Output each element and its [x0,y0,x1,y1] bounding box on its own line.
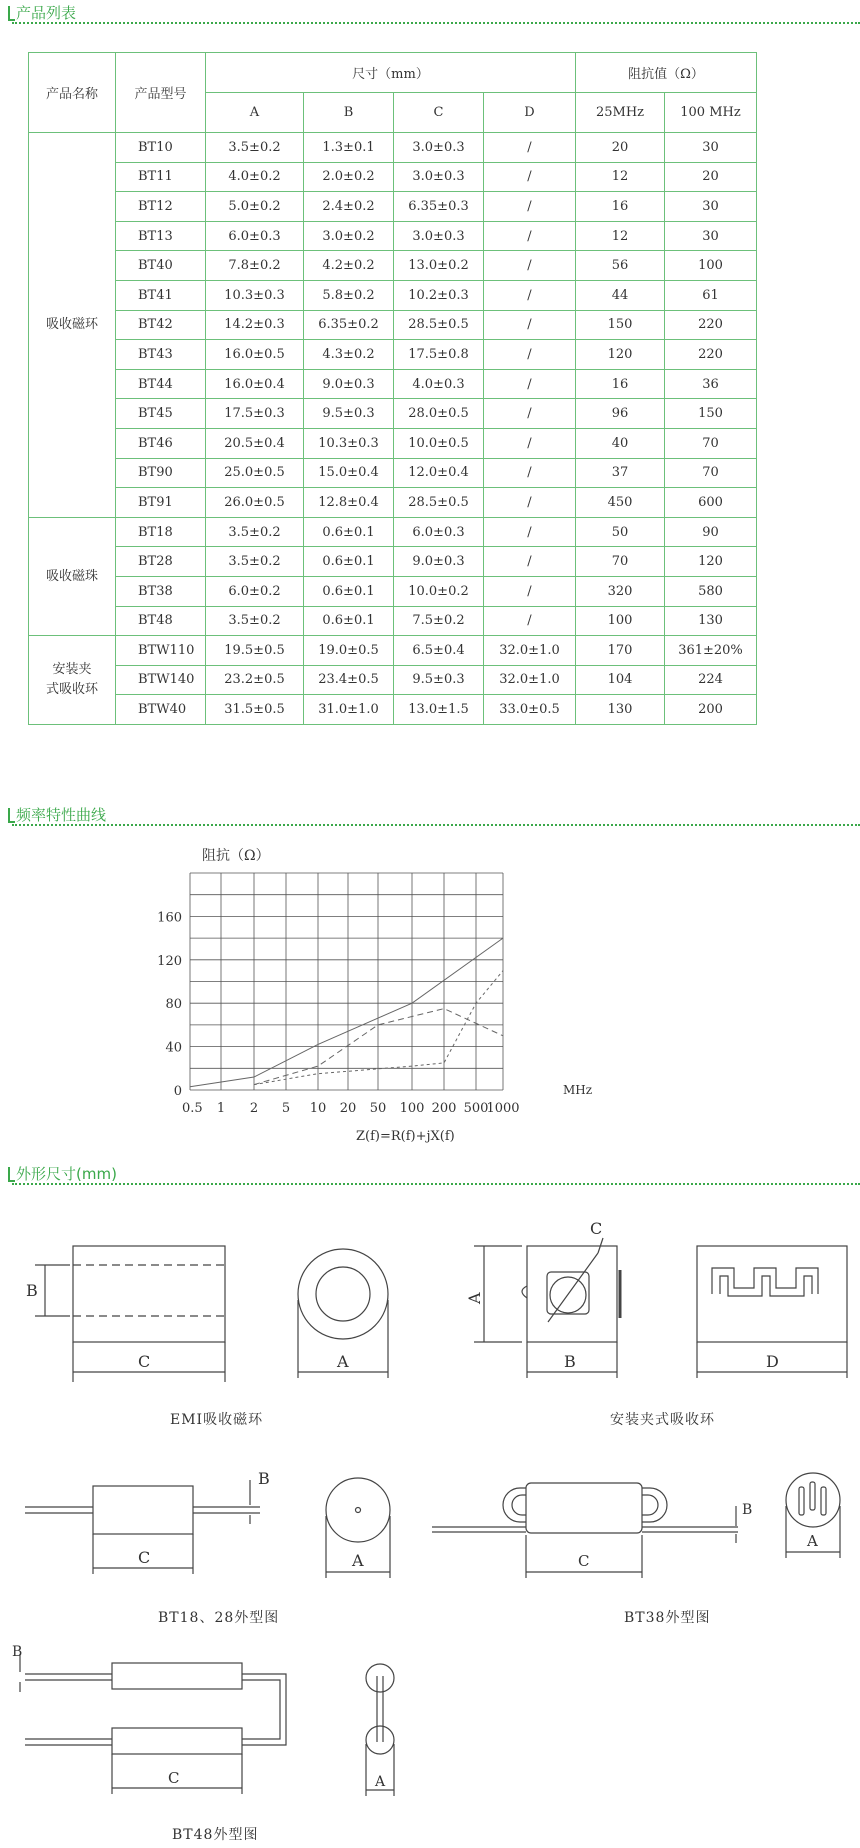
value-cell: / [484,488,576,518]
value-cell: 2.4±0.2 [304,192,394,222]
value-cell: / [484,340,576,370]
caption-emi: EMI吸收磁环 [170,1412,264,1428]
emi-label-c: C [138,1352,151,1371]
value-cell: 16.0±0.4 [206,369,304,399]
value-cell: / [484,428,576,458]
header-product-model: 产品型号 [116,53,206,133]
value-cell: 37 [576,458,665,488]
table-row [29,399,757,429]
value-cell: 44 [576,280,665,310]
model-cell: BT41 [116,280,206,310]
value-cell: 3.5±0.2 [206,133,304,163]
header-col-25mhz: 25MHz [576,93,665,133]
bt1828-label-c: C [138,1548,151,1567]
table-row [29,606,757,636]
product-name-cell: 吸收磁珠 [29,517,116,635]
value-cell: 17.5±0.3 [206,399,304,429]
value-cell: 3.5±0.2 [206,517,304,547]
value-cell: 19.5±0.5 [206,636,304,666]
value-cell: 16 [576,369,665,399]
value-cell: / [484,517,576,547]
table-row [29,251,757,281]
value-cell: 4.3±0.2 [304,340,394,370]
value-cell: 0.6±0.1 [304,576,394,606]
table-row [29,547,757,577]
chart-grid [190,873,503,1090]
bt38-label-b: B [742,1502,753,1518]
value-cell: 580 [665,576,757,606]
clip-ring-front-drawing [474,1238,620,1378]
value-cell: 23.2±0.5 [206,665,304,695]
caption-bt38: BT38外型图 [624,1610,711,1626]
table-row [29,133,757,163]
value-cell: 6.0±0.2 [206,576,304,606]
section-divider [12,824,860,826]
header-size: 尺寸（mm） [206,53,576,93]
table-row [29,488,757,518]
value-cell: 7.5±0.2 [394,606,484,636]
header-col-a: A [206,93,304,133]
value-cell: / [484,192,576,222]
value-cell: 3.5±0.2 [206,606,304,636]
model-cell: BTW140 [116,665,206,695]
section-divider [12,22,860,24]
value-cell: 33.0±0.5 [484,695,576,725]
value-cell: 4.0±0.3 [394,369,484,399]
value-cell: 31.0±1.0 [304,695,394,725]
value-cell: 28.0±0.5 [394,399,484,429]
value-cell: 14.2±0.3 [206,310,304,340]
value-cell: 361±20% [665,636,757,666]
model-cell: BT42 [116,310,206,340]
bt48-label-b: B [12,1644,23,1660]
dimension-drawings [0,1200,860,1848]
value-cell: 13.0±0.2 [394,251,484,281]
value-cell: 3.0±0.2 [304,221,394,251]
series-line-dotted [254,971,503,1085]
value-cell: 200 [665,695,757,725]
value-cell: 3.0±0.3 [394,133,484,163]
bt1828-label-a: A [352,1551,364,1570]
value-cell: 150 [665,399,757,429]
model-cell: BT10 [116,133,206,163]
value-cell: 3.0±0.3 [394,221,484,251]
value-cell: 104 [576,665,665,695]
bt38-label-a: A [807,1532,818,1550]
value-cell: 30 [665,221,757,251]
y-tick-label: 160 [157,910,182,926]
value-cell: 100 [576,606,665,636]
value-cell: / [484,399,576,429]
model-cell: BT43 [116,340,206,370]
value-cell: 2.0±0.2 [304,162,394,192]
value-cell: 50 [576,517,665,547]
section-marker-icon [8,6,15,21]
value-cell: 10.3±0.3 [304,428,394,458]
chart-x-unit: MHz [563,1083,593,1097]
value-cell: / [484,251,576,281]
value-cell: 9.0±0.3 [394,547,484,577]
clip-label-a: A [465,1292,484,1304]
value-cell: 31.5±0.5 [206,695,304,725]
y-tick-label: 120 [157,953,182,969]
y-tick-label: 40 [165,1040,182,1056]
chart-formula: Z(f)=R(f)+jX(f) [356,1129,455,1144]
table-row [29,162,757,192]
value-cell: 28.5±0.5 [394,488,484,518]
emi-label-a: A [337,1352,349,1371]
value-cell: / [484,280,576,310]
value-cell: 220 [665,310,757,340]
table-row [29,310,757,340]
model-cell: BT11 [116,162,206,192]
value-cell: 6.35±0.3 [394,192,484,222]
value-cell: 100 [665,251,757,281]
value-cell: 9.0±0.3 [304,369,394,399]
product-table [28,52,757,725]
value-cell: 15.0±0.4 [304,458,394,488]
clip-label-d: D [766,1352,779,1371]
header-col-b: B [304,93,394,133]
value-cell: 10.2±0.3 [394,280,484,310]
value-cell: 9.5±0.3 [394,665,484,695]
emi-label-b: B [26,1281,38,1300]
value-cell: / [484,133,576,163]
table-row [29,340,757,370]
value-cell: / [484,221,576,251]
chart-x-ticks [182,1101,520,1116]
bt48-label-c: C [168,1769,180,1787]
chart-y-ticks [157,910,182,1099]
model-cell: BT48 [116,606,206,636]
value-cell: 224 [665,665,757,695]
x-tick-label: 2 [249,1101,259,1116]
section-marker-icon [8,808,15,823]
model-cell: BT40 [116,251,206,281]
y-tick-label: 80 [165,997,182,1013]
bt1828-label-b: B [258,1469,270,1488]
value-cell: 12 [576,162,665,192]
value-cell: 70 [576,547,665,577]
section-divider [12,1183,860,1185]
value-cell: 120 [665,547,757,577]
value-cell: 20 [576,133,665,163]
table-row [29,221,757,251]
caption-bt48: BT48外型图 [172,1827,259,1843]
value-cell: 220 [665,340,757,370]
value-cell: 61 [665,280,757,310]
bt48-side-drawing [20,1654,286,1794]
x-tick-label: 5 [281,1101,291,1116]
caption-bt1828: BT18、28外型图 [158,1610,280,1626]
value-cell: 9.5±0.3 [304,399,394,429]
value-cell: 320 [576,576,665,606]
value-cell: 25.0±0.5 [206,458,304,488]
impedance-chart [0,835,860,1155]
value-cell: 0.6±0.1 [304,517,394,547]
value-cell: 5.0±0.2 [206,192,304,222]
value-cell: 96 [576,399,665,429]
x-tick-label: 500 [463,1101,489,1116]
header-col-d: D [484,93,576,133]
model-cell: BT46 [116,428,206,458]
value-cell: / [484,458,576,488]
x-tick-label: 20 [339,1101,357,1116]
table-row [29,369,757,399]
x-tick-label: 100 [399,1101,425,1116]
value-cell: 0.6±0.1 [304,606,394,636]
value-cell: / [484,310,576,340]
model-cell: BTW40 [116,695,206,725]
product-name-cell: 吸收磁环 [29,133,116,518]
value-cell: 7.8±0.2 [206,251,304,281]
value-cell: 36 [665,369,757,399]
model-cell: BT18 [116,517,206,547]
table-row [29,576,757,606]
bt48-label-a: A [375,1774,386,1790]
value-cell: 6.0±0.3 [206,221,304,251]
x-tick-label: 0.5 [182,1101,203,1116]
y-tick-label: 0 [173,1084,182,1099]
value-cell: 6.35±0.2 [304,310,394,340]
header-col-c: C [394,93,484,133]
value-cell: 150 [576,310,665,340]
value-cell: 16 [576,192,665,222]
value-cell: 28.5±0.5 [394,310,484,340]
value-cell: 70 [665,428,757,458]
value-cell: / [484,369,576,399]
model-cell: BT13 [116,221,206,251]
value-cell: 0.6±0.1 [304,547,394,577]
table-row [29,428,757,458]
value-cell: 23.4±0.5 [304,665,394,695]
section-marker-icon [8,1167,15,1182]
value-cell: 13.0±1.5 [394,695,484,725]
value-cell: 32.0±1.0 [484,636,576,666]
model-cell: BT45 [116,399,206,429]
header-product-name: 产品名称 [29,53,116,133]
value-cell: 4.0±0.2 [206,162,304,192]
value-cell: 19.0±0.5 [304,636,394,666]
value-cell: 12 [576,221,665,251]
value-cell: 5.8±0.2 [304,280,394,310]
value-cell: 90 [665,517,757,547]
model-cell: BTW110 [116,636,206,666]
value-cell: / [484,576,576,606]
value-cell: 170 [576,636,665,666]
table-row [29,458,757,488]
value-cell: 20.5±0.4 [206,428,304,458]
value-cell: 6.0±0.3 [394,517,484,547]
value-cell: 32.0±1.0 [484,665,576,695]
value-cell: 10.0±0.5 [394,428,484,458]
bt38-label-c: C [578,1552,590,1570]
table-row [29,665,757,695]
value-cell: 120 [576,340,665,370]
value-cell: 12.8±0.4 [304,488,394,518]
x-tick-label: 1000 [486,1101,520,1116]
model-cell: BT28 [116,547,206,577]
value-cell: 10.3±0.3 [206,280,304,310]
value-cell: 450 [576,488,665,518]
value-cell: 130 [576,695,665,725]
value-cell: / [484,606,576,636]
value-cell: 17.5±0.8 [394,340,484,370]
header-col-100mhz: 100 MHz [665,93,757,133]
value-cell: 3.5±0.2 [206,547,304,577]
model-cell: BT44 [116,369,206,399]
value-cell: 12.0±0.4 [394,458,484,488]
table-row [29,695,757,725]
table-row [29,192,757,222]
caption-clip: 安装夹式吸收环 [610,1412,715,1428]
clip-label-b: B [564,1352,576,1371]
value-cell: 600 [665,488,757,518]
value-cell: 6.5±0.4 [394,636,484,666]
value-cell: / [484,547,576,577]
product-name-cell: 安装夹 式吸收环 [29,636,116,725]
x-tick-label: 1 [216,1101,226,1116]
x-tick-label: 50 [369,1101,387,1116]
value-cell: 26.0±0.5 [206,488,304,518]
emi-ring-side-drawing [35,1246,225,1382]
value-cell: 4.2±0.2 [304,251,394,281]
section-title: 产品列表 [16,4,77,22]
value-cell: 20 [665,162,757,192]
value-cell: 56 [576,251,665,281]
value-cell: 3.0±0.3 [394,162,484,192]
value-cell: 30 [665,133,757,163]
model-cell: BT91 [116,488,206,518]
model-cell: BT12 [116,192,206,222]
model-cell: BT38 [116,576,206,606]
value-cell: 70 [665,458,757,488]
value-cell: 10.0±0.2 [394,576,484,606]
value-cell: 1.3±0.1 [304,133,394,163]
value-cell: 30 [665,192,757,222]
value-cell: 130 [665,606,757,636]
section-title: 频率特性曲线 [16,806,107,824]
value-cell: 40 [576,428,665,458]
model-cell: BT90 [116,458,206,488]
table-row [29,280,757,310]
value-cell: / [484,162,576,192]
table-row [29,517,757,547]
section-title: 外形尺寸(mm) [16,1165,117,1183]
chart-ylabel: 阻抗（Ω） [202,848,270,864]
table-row [29,636,757,666]
clip-label-c: C [590,1219,603,1238]
x-tick-label: 10 [309,1101,327,1116]
value-cell: 16.0±0.5 [206,340,304,370]
header-impedance: 阻抗值（Ω） [576,53,757,93]
series-line-solid [190,938,503,1087]
chart-series [190,938,503,1087]
x-tick-label: 200 [431,1101,457,1116]
